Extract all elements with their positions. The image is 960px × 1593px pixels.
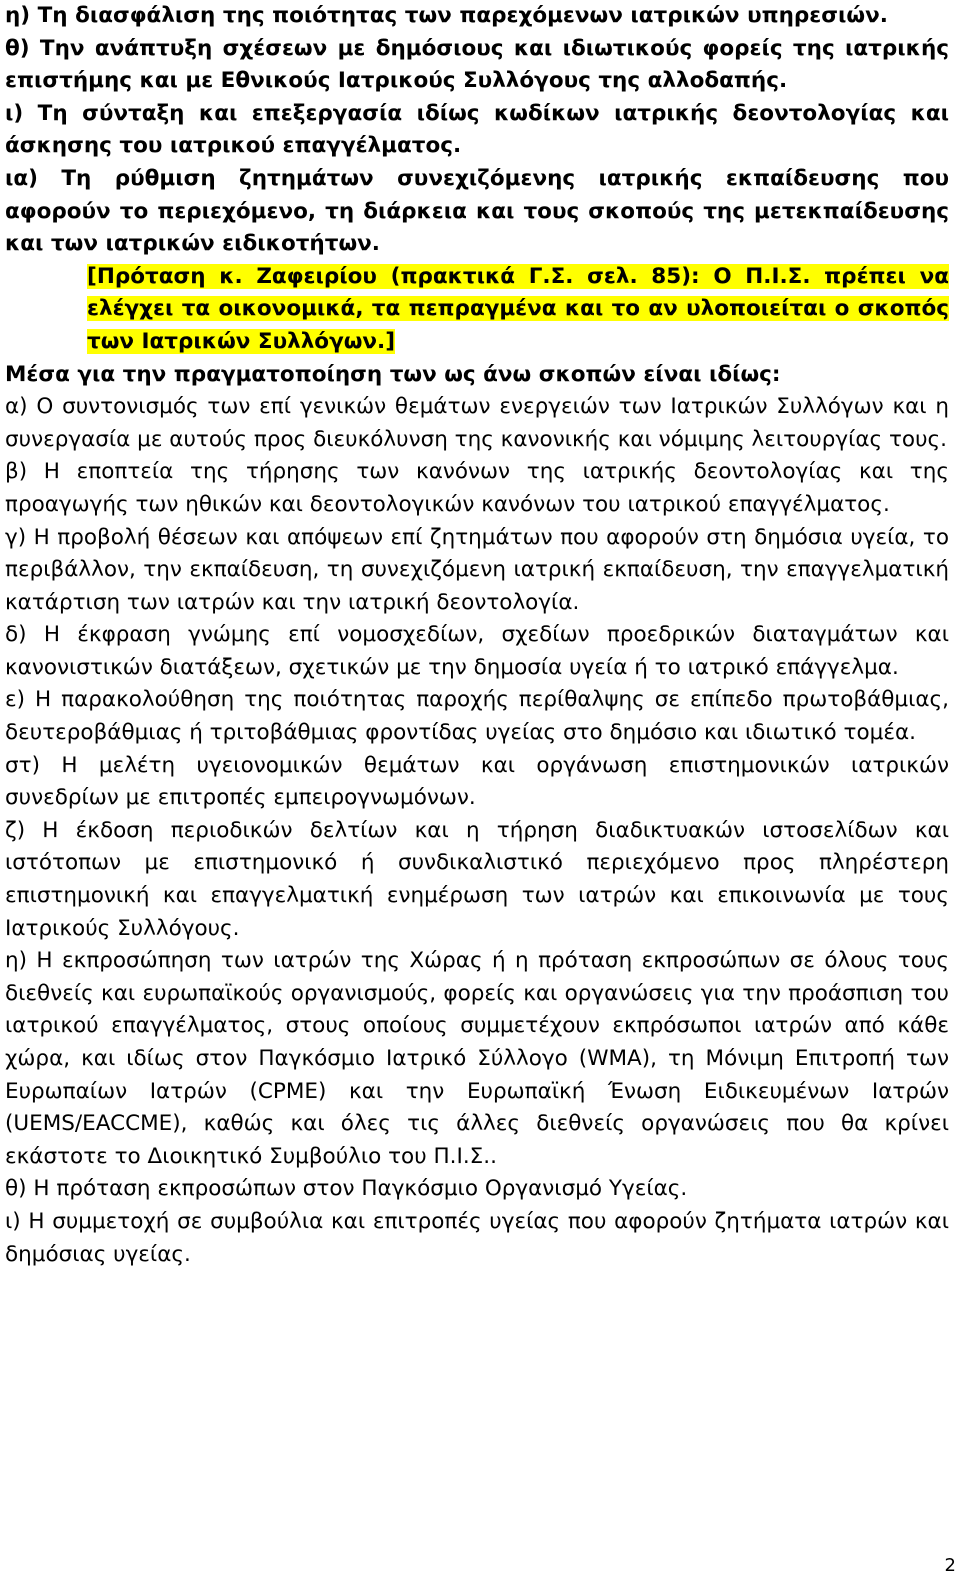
means-item-st: στ) Η μελέτη υγειονομικών θεμάτων και οργάνωση επιστημονικών ιατρικών συνεδρίων με επιτροπές εμπειρογνωμόνων. <box>5 752 949 811</box>
means-item-gamma: γ) Η προβολή θέσεων και απόψεων επί ζητημάτων που αφορούν στη δημόσια υγεία, το περιβάλλον, την εκπαίδευση, τη συνεχιζόμενη ιατρική εκπαίδευση, την επαγγελματική κατάρτιση των ιατρών και την ιατρική δεοντολογία. <box>5 524 949 615</box>
bold-item-eta: η) Τη διασφάλιση της ποιότητας των παρεχόμενων ιατρικών υπηρεσιών. <box>5 3 888 28</box>
bold-item-iota: ι) Τη σύνταξη και επεξεργασία ιδίως κωδίκων ιατρικής δεοντολογίας και άσκησης του ιατρικού επαγγέλματος. <box>5 100 949 159</box>
means-item-beta: β) Η εποπτεία της τήρησης των κανόνων της ιατρικής δεοντολογίας και της προαγωγής των ηθικών και δεοντολογικών κανόνων του ιατρικού επαγγέλματος. <box>5 459 949 517</box>
means-item-epsilon: ε) Η παρακολούθηση της ποιότητας παροχής περίθαλψης σε επίπεδο πρωτοβάθμιας, δευτεροβάθμιας ή τριτοβάθμιας φροντίδας υγείας στο δημόσιο και ιδιωτικό τομέα. <box>5 687 949 746</box>
document-page <box>5 0 949 1271</box>
page-number: 2 <box>944 1555 956 1576</box>
means-item-delta: δ) Η έκφραση γνώμης επί νομοσχεδίων, σχεδίων προεδρικών διαταγμάτων και κανονιστικών διατάξεων, σχετικών με την δημοσία υγεία ή το ιατρικό επάγγελμα. <box>5 622 949 680</box>
means-item-alpha: α) Ο συντονισμός των επί γενικών θεμάτων ενεργειών των Ιατρικών Συλλόγων και η συνεργασία με αυτούς προς διευκόλυνση της κανονικής και νόμιμης λειτουργίας τους. <box>5 394 949 452</box>
means-item-eta: η) Η εκπροσώπηση των ιατρών της Χώρας ή η πρόταση εκπροσώπων σε όλους τους διεθνείς και ευρωπαϊκούς οργανισμούς, φορείς και οργανώσεις για την προάσπιση του ιατρικού επαγγέλματος, στους οποίους συμμετέχουν εκπρόσωποι ιατρών από κάθε χώρα, και ιδίως στον Παγκόσμιο Ιατρικό Σύλλογο (WMA), τη Μόνιμη Επιτροπή των Ευρωπαίων Ιατρών (CPME) και την Ευρωπαϊκή Ένωση Ειδικευμένων Ιατρών (UEMS/EACCME), καθώς και όλες τις άλλες διεθνείς οργανώσεις που θα κρίνει εκάστοτε το Διοικητικό Συμβούλιο του Π.Ι.Σ.. <box>5 948 949 1169</box>
means-heading: Μέσα για την πραγματοποίηση των ως άνω σκοπών είναι ιδίως: <box>5 361 781 387</box>
proposal-note <box>87 261 949 359</box>
bold-item-theta: θ) Την ανάπτυξη σχέσεων με δημόσιους και ιδιωτικούς φορείς της ιατρικής επιστήμης και με Εθνικούς Ιατρικούς Συλλόγους της αλλοδαπής. <box>5 35 949 94</box>
bold-item-iota-alpha: ια) Τη ρύθμιση ζητημάτων συνεχιζόμενης ιατρικής εκπαίδευσης που αφορούν το περιεχόμενο, τη διάρκεια και τους σκοπούς της μετεκπαίδευσης και των ιατρικών ειδικοτήτων. <box>5 165 949 257</box>
means-item-iota: ι) Η συμμετοχή σε συμβούλια και επιτροπές υγείας που αφορούν ζητήματα ιατρών και δημόσιας υγείας. <box>5 1208 949 1267</box>
proposal-note-highlight: [Πρόταση κ. Ζαφειρίου (πρακτικά Γ.Σ. σελ. 85): Ο Π.Ι.Σ. πρέπει να ελέγχει τα οικονομικά, τα πεπραγμένα και το αν υλοποιείται ο σκοπός των Ιατρικών Συλλόγων.] <box>87 263 949 354</box>
means-item-theta: θ) Η πρόταση εκπροσώπων στον Παγκόσμιο Οργανισμό Υγείας. <box>5 1176 688 1202</box>
means-item-zeta: ζ) Η έκδοση περιοδικών δελτίων και η τήρηση διαδικτυακών ιστοσελίδων και ιστότοπων με επιστημονικό ή συνδικαλιστικό περιεχόμενο προς πληρέστερη επιστημονική και επαγγελματική ενημέρωση των ιατρών και επικοινωνία με τους Ιατρικούς Συλλόγους. <box>5 817 949 941</box>
